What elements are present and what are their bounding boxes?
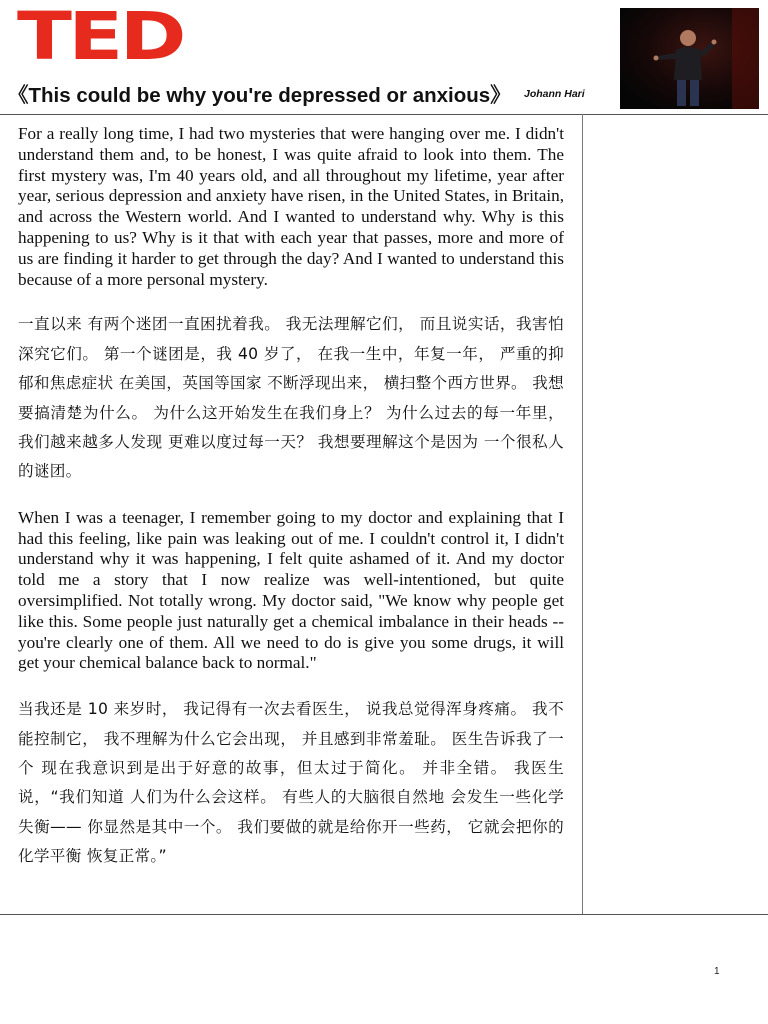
talk-title: 《This could be why you're depressed or anxious》	[8, 84, 511, 107]
paragraph-1-chinese: 一直以来 有两个迷团一直困扰着我。 我无法理解它们， 而且说实话，我害怕深究它们。 第一个谜团是，我 40 岁了， 在我一生中，年复一年， 严重的抑郁和焦虑症状 在美国，英国等国家 不断浮现出来， 横扫整个西方世界。 我想要搞清楚为什么。 为什么这开始发生在我们身上？ 为什么过去的每一年里， 我们越来越多人发现 更难以度过每一天？ 我想要理解这个是因为 一个很私人的谜团。	[18, 315, 564, 481]
page-number: 1	[714, 966, 720, 977]
transcript-body	[18, 124, 564, 872]
footer-rule	[0, 914, 768, 915]
header-rule	[0, 114, 768, 115]
paragraph-2-english: When I was a teenager, I remember going to my doctor and explaining that I had this feeling, like pain was leaking out of me. I couldn't control it, I didn't understand why it was happening, I felt quite ashamed of it. And my doctor told me a story that I now realize was well-intentioned, but quite oversimplified. Not totally wrong. My doctor said, "We know why people get like this. Some people just naturally get a chemical imbalance in their heads -- you're clearly one of them. All we need to do is give you some drugs, it will get your chemical balance back to normal."	[18, 507, 564, 673]
speaker-name: Johann Hari	[524, 88, 585, 100]
column-divider	[582, 114, 583, 915]
speaker-photo	[620, 8, 759, 109]
paragraph-2-chinese: 当我还是 10 来岁时， 我记得有一次去看医生， 说我总觉得浑身疼痛。 我不能控制它， 我不理解为什么它会出现， 并且感到非常羞耻。 医生告诉我了一个 现在我意识到是出于好意的故事，但太过于简化。 并非全错。 我医生说，“我们知道 人们为什么会这样。 有些人的大脑很自然地 会发生一些化学失衡—— 你显然是其中一个。 我们要做的就是给你开一些药， 它就会把你的化学平衡 恢复正常。”	[18, 700, 564, 866]
paragraph-1-english: For a really long time, I had two mysteries that were hanging over me. I didn't understand them and, to be honest, I was quite afraid to look into them. The first mystery was, I'm 40 years old, and all throughout my lifetime, year after year, serious depression and anxiety have risen, in the United States, in Britain, and across the Western world. And I wanted to understand why. Why is this happening to us? Why is it that with each year that passes, more and more of us are finding it harder to get through the day? And I wanted to understand this because of a more personal mystery.	[18, 124, 564, 289]
ted-logo: TED	[17, 0, 183, 75]
